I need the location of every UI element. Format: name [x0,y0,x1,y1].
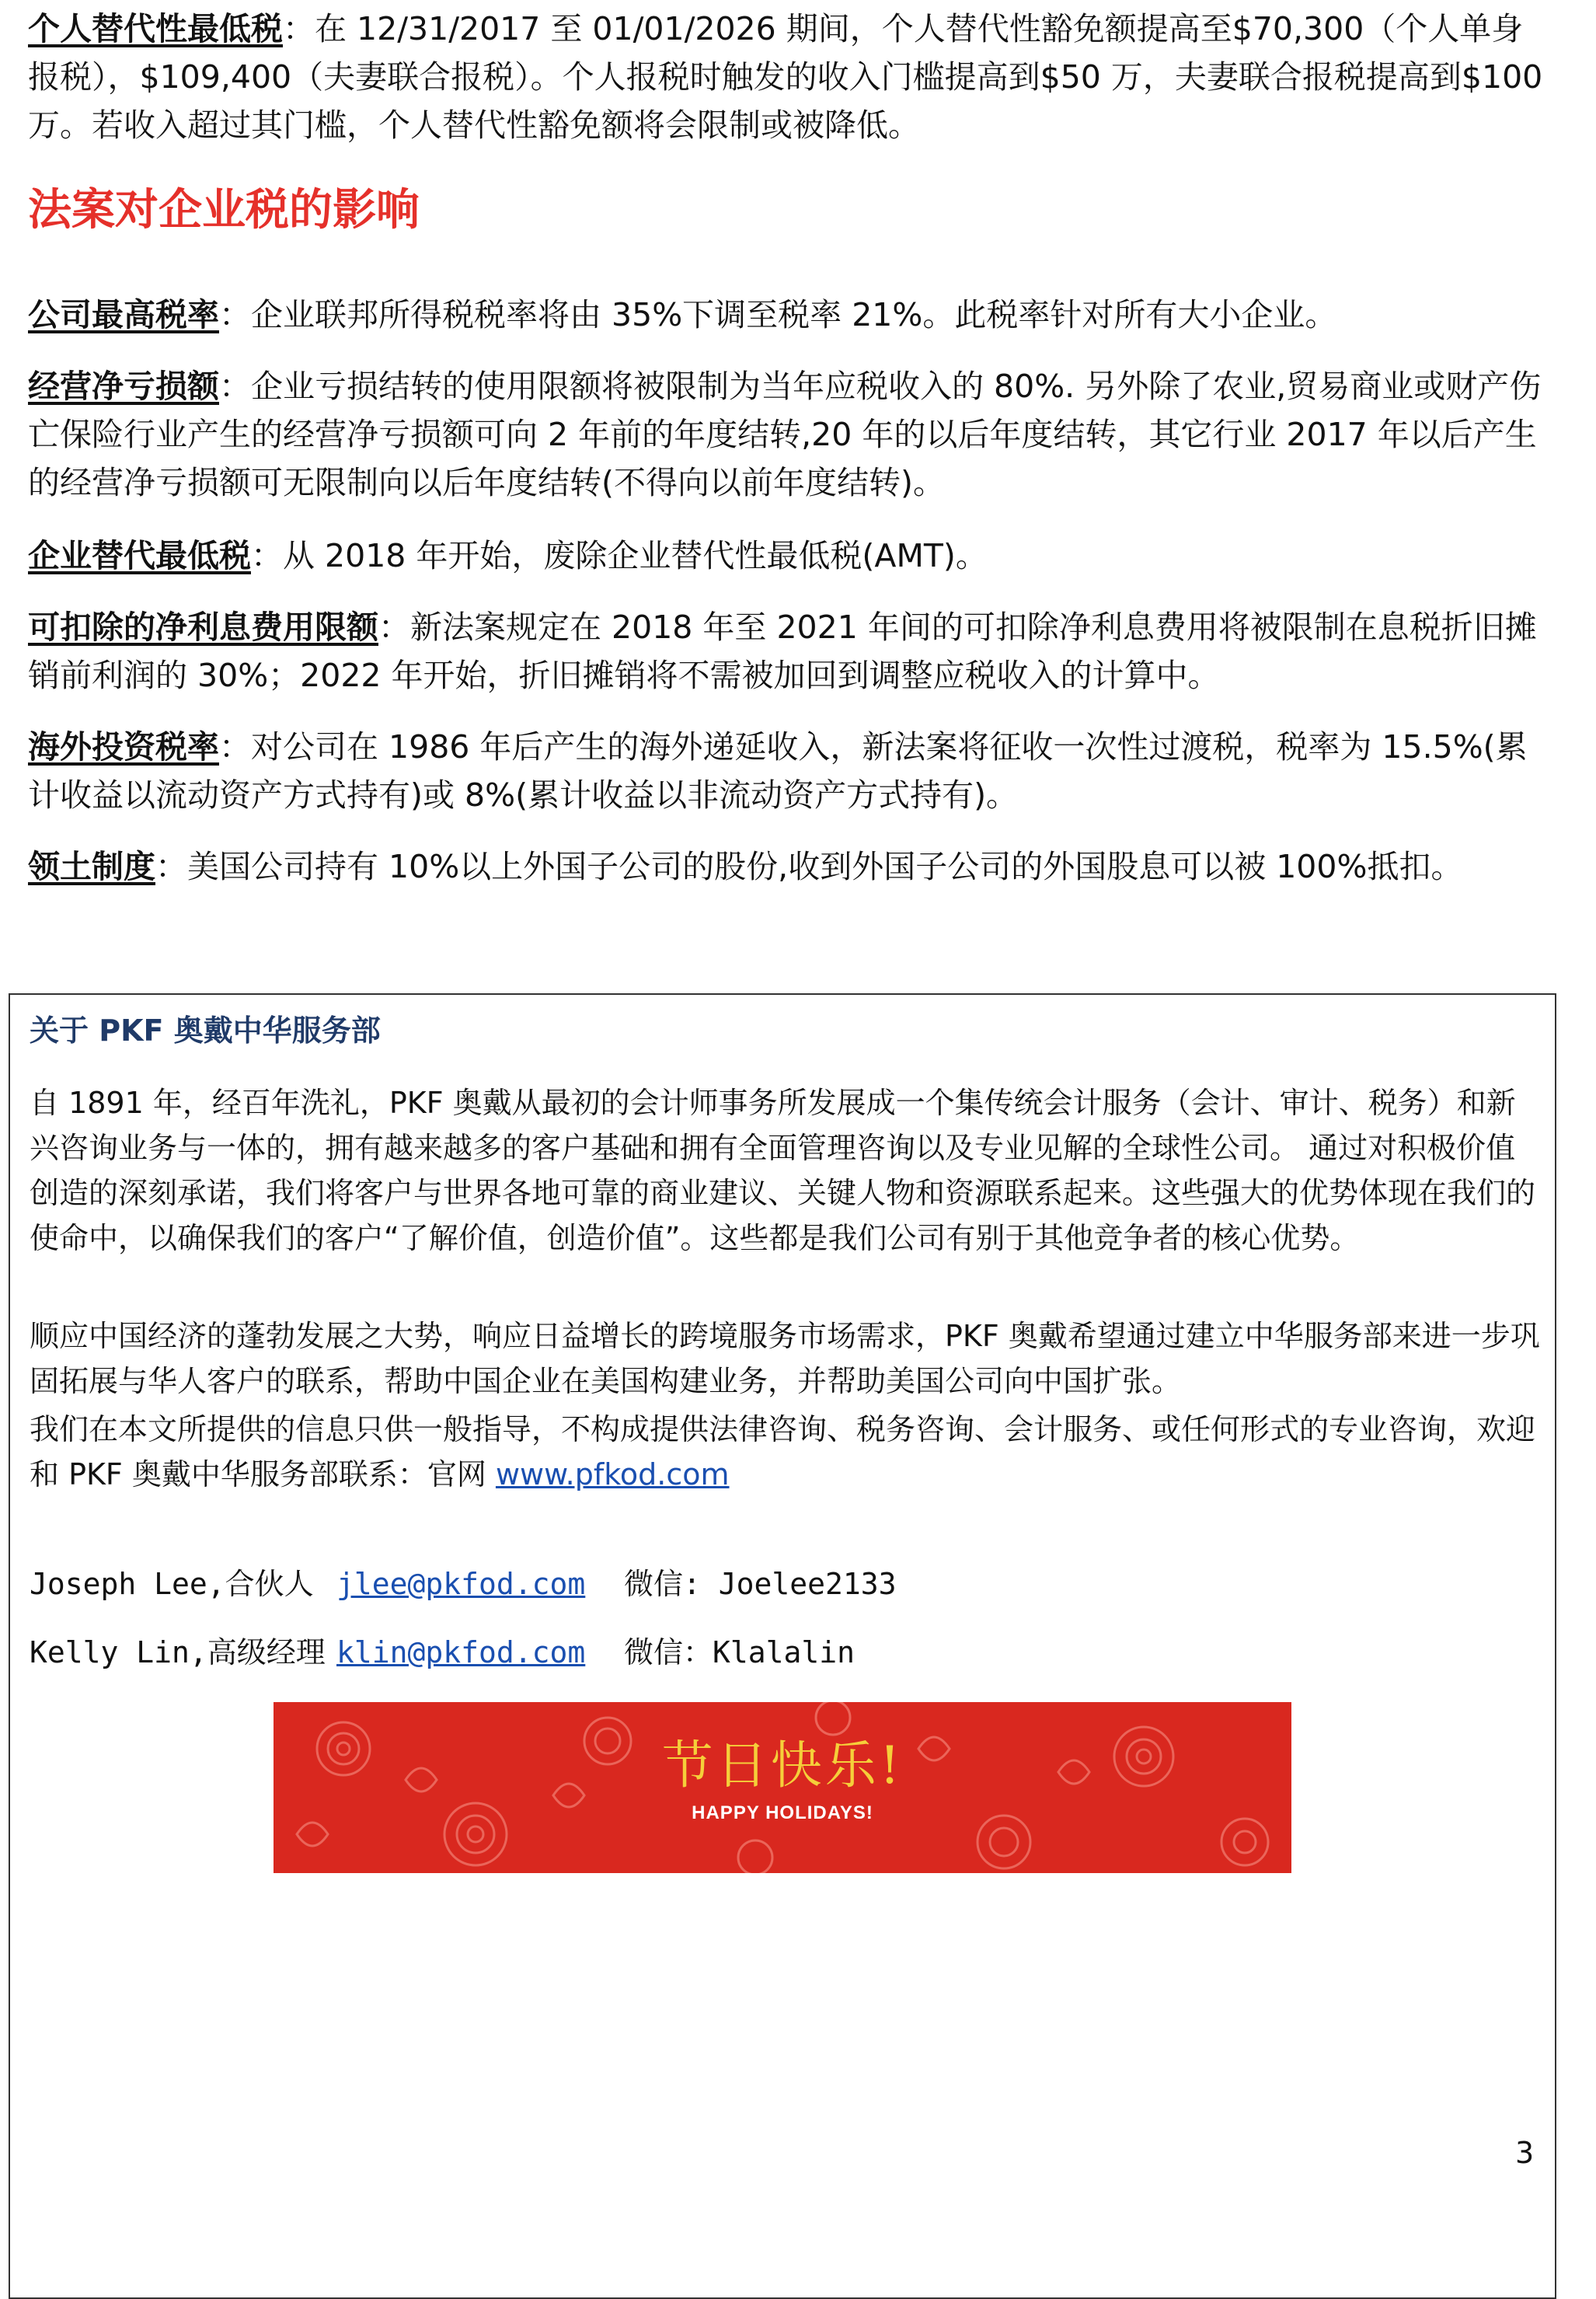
item-term: 领土制度 [28,848,155,885]
contact-wechat: 微信: Joelee2133 [624,1567,897,1601]
item-corporate-rate [28,291,1551,339]
banner-chinese-text: 节日快乐! [661,1736,904,1795]
intro-text: ：在 12/31/2017 至 01/01/2026 期间，个人替代性豁免额提高至$70,300（个人单身报税），$109,400（夫妻联合报税）。个人报税时触发的收入门槛提高到$50 万，夫妻联合报税提高到$100 万。若收入超过其门槛，个人替代性豁免额将会限制或被降低。 [28,10,1543,144]
about-paragraph-2: 顺应中国经济的蓬勃发展之大势，响应日益增长的跨境服务市场需求，PKF 奥戴希望通过建立中华服务部来进一步巩固拓展与华人客户的联系，帮助中国企业在美国构建业务，并帮助美国公司向中国扩张。 [30,1319,1540,1398]
item-territorial [28,843,1551,891]
contact-wechat: 微信：Klalalin [624,1635,855,1669]
contact-email-link[interactable]: jlee@pkfod.com [336,1567,586,1601]
item-term: 企业替代最低税 [28,537,251,574]
item-interest-limit [28,603,1551,699]
item-nol [28,362,1551,507]
page-number: 3 [1515,2136,1535,2170]
item-text: ：企业亏损结转的使用限额将被限制为当年应税收入的 80%. 另外除了农业,贸易商业或财产伤亡保险行业产生的经营净亏损额可向 2 年前的年度结转,20 年的以后年度结转，其它行业 2017 年以后产生的经营净亏损额可无限制向以后年度结转(不得向以前年度结转)。 [28,368,1542,501]
banner-english-text: HAPPY HOLIDAYS! [692,1802,873,1823]
item-corporate-amt [28,532,1551,580]
term-individual-amt: 个人替代性最低税 [28,10,283,47]
item-text: ：新法案规定在 2018 年至 2021 年间的可扣除净利息费用将被限制在息税折旧摊销前利润的 30%；2022 年开始，折旧摊销将不需被加回到调整应税收入的计算中。 [28,609,1537,694]
item-text: ：企业联邦所得税税率将由 35%下调至税率 21%。此税率针对所有大小企业。 [219,296,1337,333]
website-link[interactable]: www.pfkod.com [495,1457,730,1491]
about-paragraph-3 [30,1407,1541,1497]
contact-name: Joseph Lee,合伙人 [30,1567,314,1601]
about-p3-text: 我们在本文所提供的信息只供一般指导，不构成提供法律咨询、税务咨询、会计服务、或任何形式的专业咨询，欢迎和 PKF 奥戴中华服务部联系：官网 [30,1412,1536,1491]
contact-row [30,1562,897,1606]
item-term: 经营净亏损额 [28,368,219,405]
section-title: 法案对企业税的影响 [28,185,420,235]
about-title: 关于 PKF 奥戴中华服务部 [30,1013,381,1048]
item-term: 公司最高税率 [28,296,219,333]
intro-paragraph [28,5,1551,149]
item-term: 海外投资税率 [28,728,219,766]
holiday-banner [274,1702,1291,1873]
item-text: ：从 2018 年开始，废除企业替代性最低税(AMT)。 [251,537,988,574]
item-foreign-tax [28,723,1551,819]
contact-row [30,1631,855,1674]
item-text: ：美国公司持有 10%以上外国子公司的股份,收到外国子公司的外国股息可以被 100%抵扣。 [155,848,1463,885]
about-box [9,993,1556,2299]
about-paragraph-1: 自 1891 年，经百年洗礼，PKF 奥戴从最初的会计师事务所发展成一个集传统会计服务（会计、审计、税务）和新兴咨询业务与一体的，拥有越来越多的客户基础和拥有全面管理咨询以及专业见解的全球性公司。 通过对积极价值创造的深刻承诺，我们将客户与世界各地可靠的商业建议、关键人物和资源联系起来。这些强大的优势体现在我们的使命中，以确保我们的客户“了解价值，创造价值”。这些都是我们公司有别于其他竞争者的核心优势。 [30,1086,1536,1255]
contact-name: Kelly Lin,高级经理 [30,1635,326,1669]
item-term: 可扣除的净利息费用限额 [28,609,378,646]
contact-email-link[interactable]: klin@pkfod.com [336,1635,586,1669]
item-text: ：对公司在 1986 年后产生的海外递延收入，新法案将征收一次性过渡税，税率为 15.5%(累计收益以流动资产方式持有)或 8%(累计收益以非流动资产方式持有)。 [28,728,1528,814]
